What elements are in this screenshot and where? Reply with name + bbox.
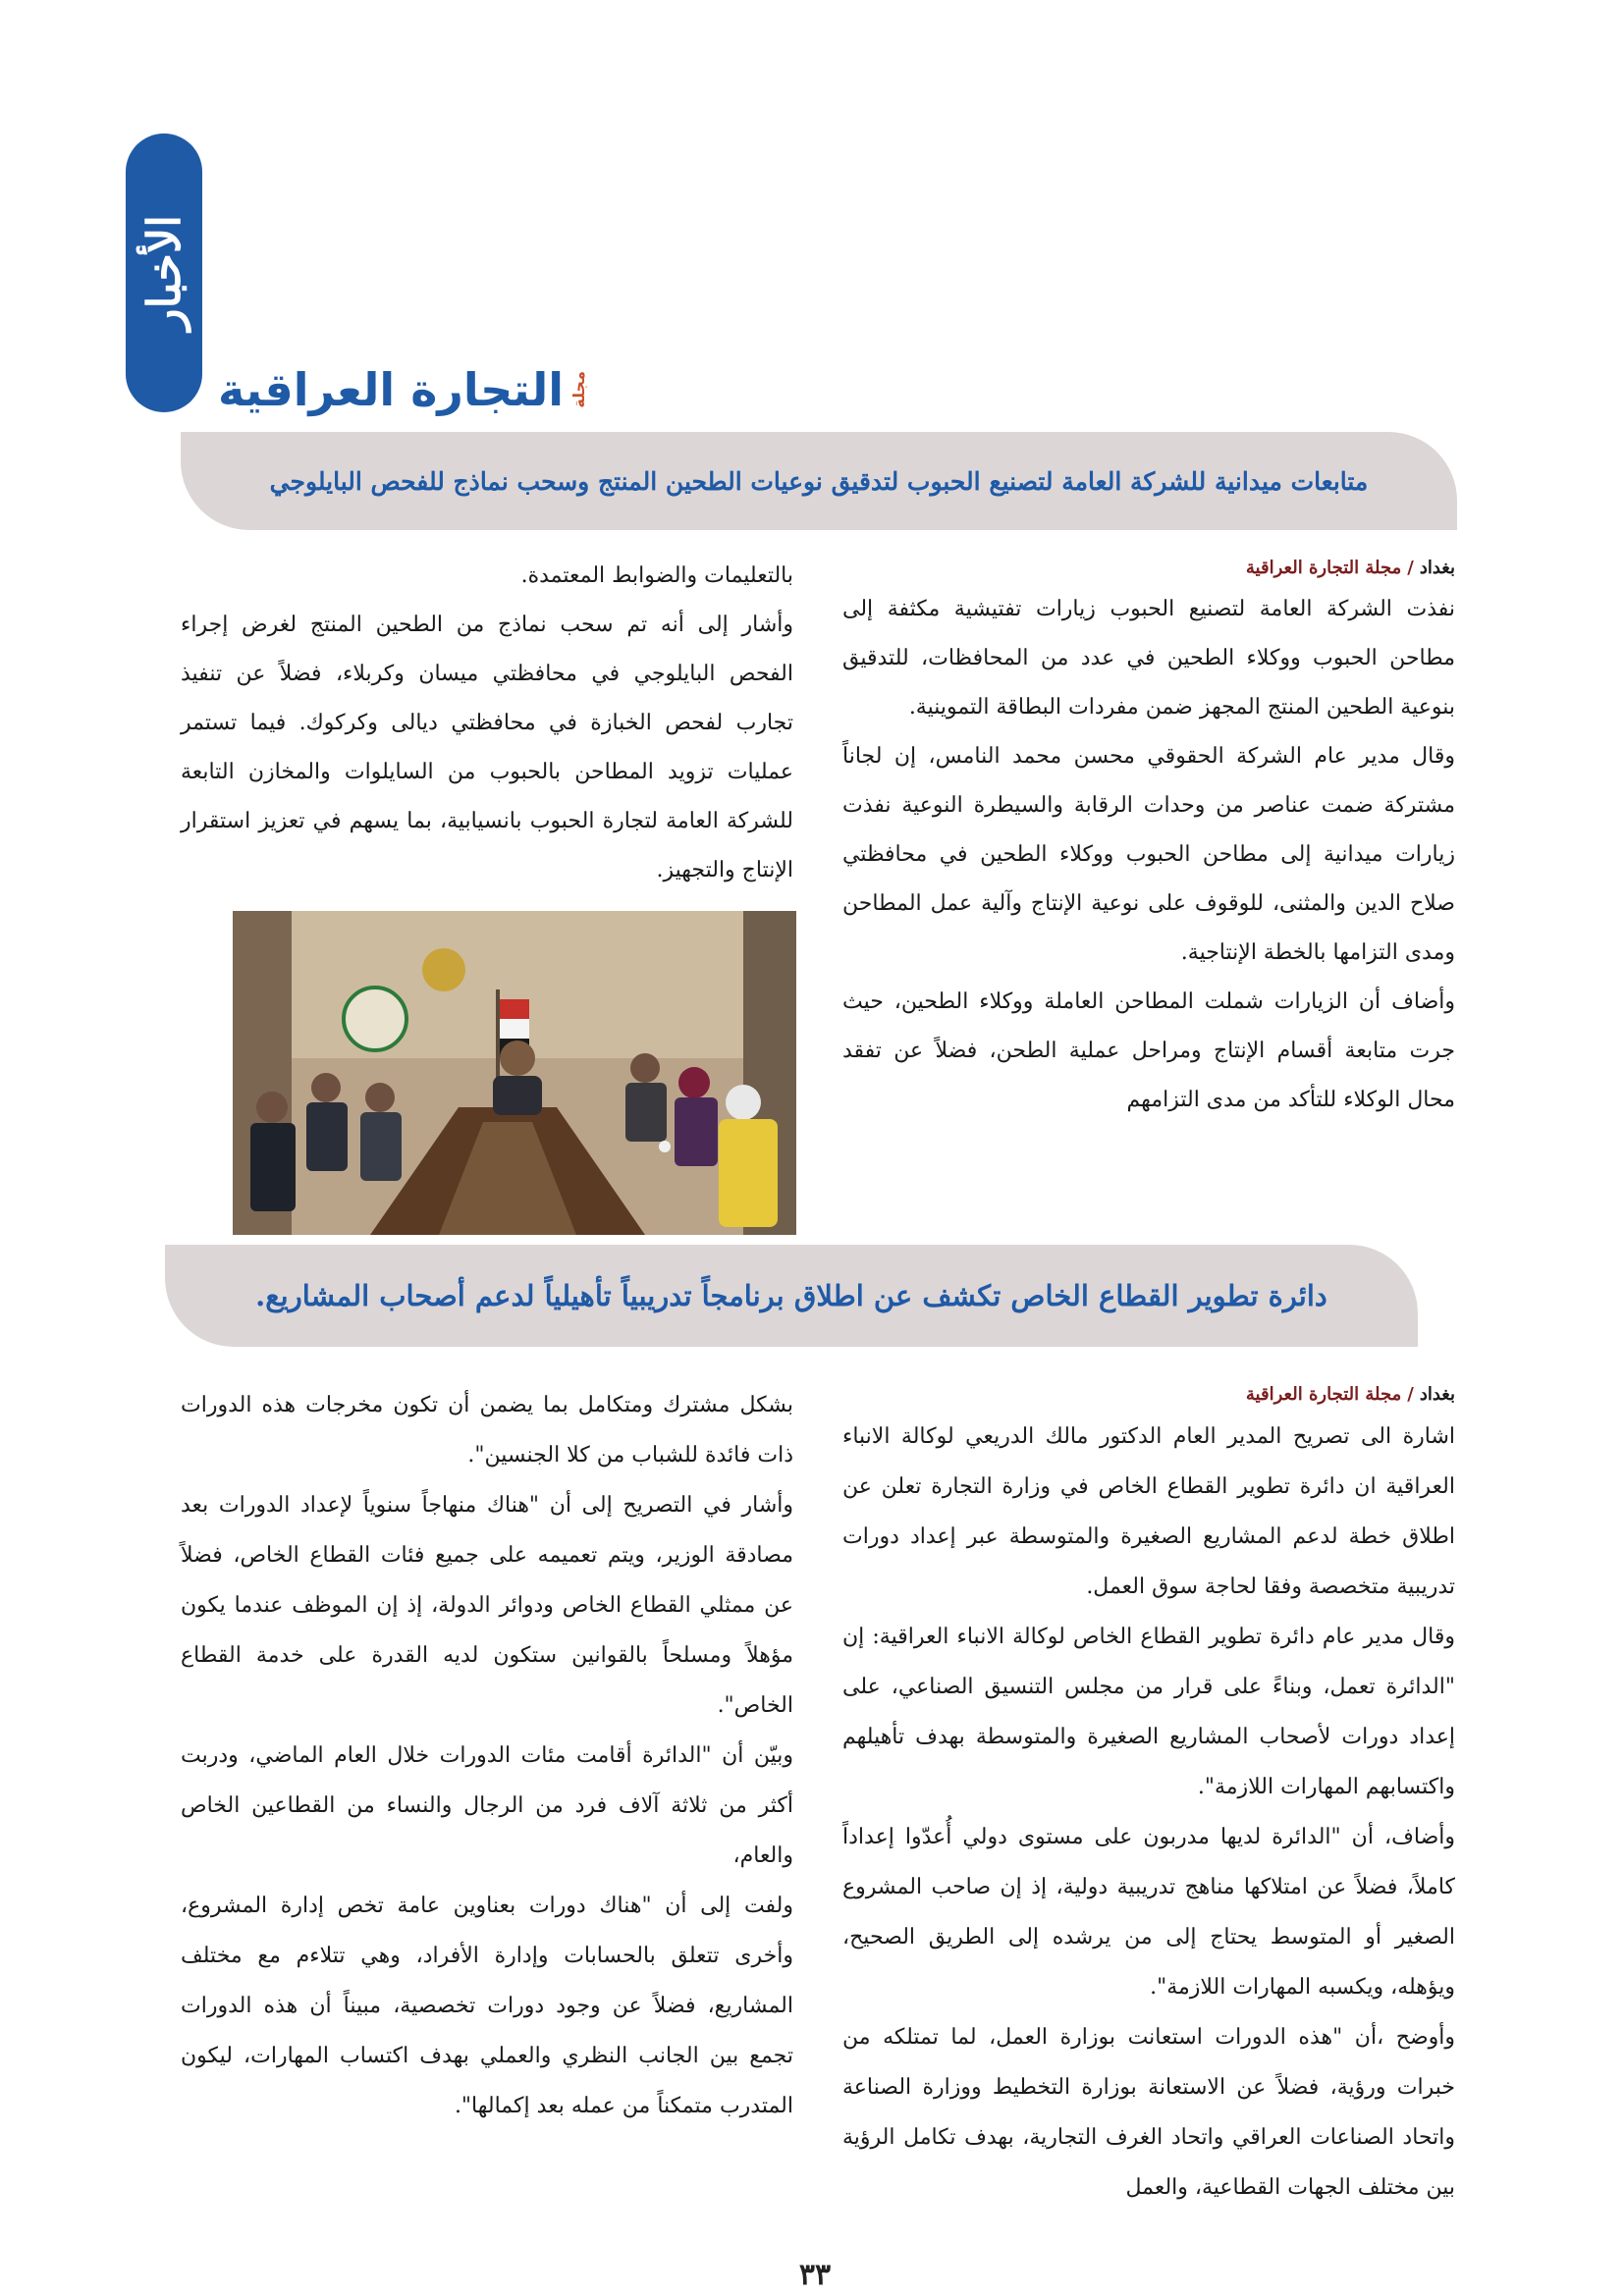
paragraph: وأضاف أن الزيارات شملت المطاحن العاملة ووكلاء الطحين، حيث جرت متابعة أقسام الإنتاج ومراحل عملية الطحن، فضلاً عن تفقد محال الوكلاء للتأكد من مدى التزامهم	[842, 989, 1455, 1112]
article2-byline	[842, 1378, 1455, 1412]
section-tab	[126, 133, 202, 412]
paragraph: وقال مدير عام الشركة الحقوقي محسن محمد النامس، إن لجاناً مشتركة ضمت عناصر من وحدات الرقابة والسيطرة النوعية نفذت زيارات ميدانية إلى مطاحن الحبوب ووكلاء الطحين في محافظتي صلاح الدين والمثنى، للوقوف على نوعية الإنتاج وآلية عمل المطاحن ومدى التزامها بالخطة الإنتاجية.	[842, 744, 1455, 965]
byline-separator: /	[1407, 558, 1414, 578]
masthead-small: مجلة	[569, 371, 589, 408]
masthead	[218, 353, 589, 426]
article2-headline: دائرة تطوير القطاع الخاص تكشف عن اطلاق برنامجاً تدريبياً تأهيلياً لدعم أصحاب المشاريع.	[255, 1279, 1327, 1312]
byline-source: مجلة التجارة العراقية	[1245, 1384, 1402, 1405]
paragraph: وبيّن أن "الدائرة أقامت مئات الدورات خلال العام الماضي، ودربت أكثر من ثلاثة آلاف فرد من الرجال والنساء من القطاعين الخاص والعام،	[181, 1743, 793, 1868]
meeting-photo-illustration	[233, 911, 796, 1235]
paragraph: وأوضح ،أن "هذه الدورات استعانت بوزارة العمل، لما تمتلكه من خبرات ورؤية، فضلاً عن الاستعانة بوزارة التخطيط ووزارة الصناعة واتحاد الصناعات العراقي واتحاد الغرف التجارية، بهدف تكامل الرؤية بين مختلف الجهات القطاعية، والعمل	[842, 2025, 1455, 2200]
article2-column-right	[842, 1378, 1455, 2213]
paragraph: اشارة الى تصريح المدير العام الدكتور مالك الدريعي لوكالة الانباء العراقية ان دائرة تطوير القطاع الخاص في وزارة التجارة تعلن عن اطلاق خطة لدعم المشاريع الصغيرة والمتوسطة عبر إعداد دورات تدريبية متخصصة وفقا لحاجة سوق العمل.	[842, 1424, 1455, 1599]
page-number: ٣٣	[798, 2258, 832, 2292]
paragraph: وأشار في التصريح إلى أن "هناك منهاجاً سنوياً لإعداد الدورات بعد مصادقة الوزير، ويتم تعميمه على جميع فئات القطاع الخاص، فضلاً عن ممثلي القطاع الخاص ودوائر الدولة، إذ إن الموظف عندما يكون مؤهلاً ومسلحاً بالقوانين ستكون لديه القدرة على خدمة القطاع الخاص".	[181, 1493, 793, 1718]
paragraph: وأشار إلى أنه تم سحب نماذج من الطحين المنتج لغرض إجراء الفحص البايلوجي في محافظتي ميسان وكربلاء، فضلاً عن تنفيذ تجارب لفحص الخبازة في محافظتي ديالى وكركوك. فيما تستمر عمليات تزويد المطاحن بالحبوب من السايلوات والمخازن التابعة للشركة العامة لتجارة الحبوب بانسيابية، بما يسهم في تعزيز استقرار الإنتاج والتجهيز.	[181, 613, 793, 882]
paragraph: بشكل مشترك ومتكامل بما يضمن أن تكون مخرجات هذه الدورات ذات فائدة للشباب من كلا الجنسين".	[181, 1393, 793, 1468]
byline-city: بغداد	[1419, 558, 1455, 578]
byline-source: مجلة التجارة العراقية	[1245, 558, 1402, 578]
paragraph: وأضاف، أن "الدائرة لديها مدربون على مستوى دولي أُعدّوا إعداداً كاملاً، فضلاً عن امتلاكها مناهج تدريبية دولية، إذ إن صاحب المشروع الصغير أو المتوسط يحتاج إلى من يرشده إلى الطريق الصحيح، ويؤهله، ويكسبه المهارات اللازمة".	[842, 1825, 1455, 2000]
article1-headline-bar	[181, 432, 1457, 530]
byline-separator: /	[1407, 1384, 1414, 1405]
paragraph: وقال مدير عام دائرة تطوير القطاع الخاص لوكالة الانباء العراقية: إن "الدائرة تعمل، وبناءً على قرار من مجلس التنسيق الصناعي، على إعداد دورات لأصحاب المشاريع الصغيرة والمتوسطة بهدف تأهيلهم واكتسابهم المهارات اللازمة".	[842, 1625, 1455, 1799]
article1-column-right	[842, 552, 1455, 1125]
article1-headline: متابعات ميدانية للشركة العامة لتصنيع الحبوب لتدقيق نوعيات الطحين المنتج وسحب نماذج للفحص البايلوجي	[269, 466, 1369, 496]
meeting-photo	[233, 911, 796, 1235]
paragraph: بالتعليمات والضوابط المعتمدة.	[520, 563, 793, 588]
paragraph: نفذت الشركة العامة لتصنيع الحبوب زيارات تفتيشية مكثفة إلى مطاحن الحبوب ووكلاء الطحين في عدد من المحافظات، للتدقيق بنوعية الطحين المنتج المجهز ضمن مفردات البطاقة التموينية.	[842, 597, 1455, 720]
article2-column-left	[181, 1380, 793, 2131]
section-label: الأخبار	[137, 215, 190, 331]
byline-city: بغداد	[1419, 1384, 1455, 1405]
masthead-title: التجارة العراقية	[218, 363, 565, 416]
article1-byline	[842, 552, 1455, 585]
paragraph: ولفت إلى أن "هناك دورات بعناوين عامة تخص إدارة المشروع، وأخرى تتعلق بالحسابات وإدارة الأفراد، وهي تتلاءم مع مختلف المشاريع، فضلاً عن وجود دورات تخصصية، مبيناً أن هذه الدورات تجمع بين الجانب النظري والعملي بهدف اكتساب المهارات، ليكون المتدرب متمكناً من عمله بعد إكمالها".	[181, 1894, 793, 2118]
article1-column-left	[181, 552, 793, 895]
article2-headline-bar	[165, 1245, 1418, 1347]
